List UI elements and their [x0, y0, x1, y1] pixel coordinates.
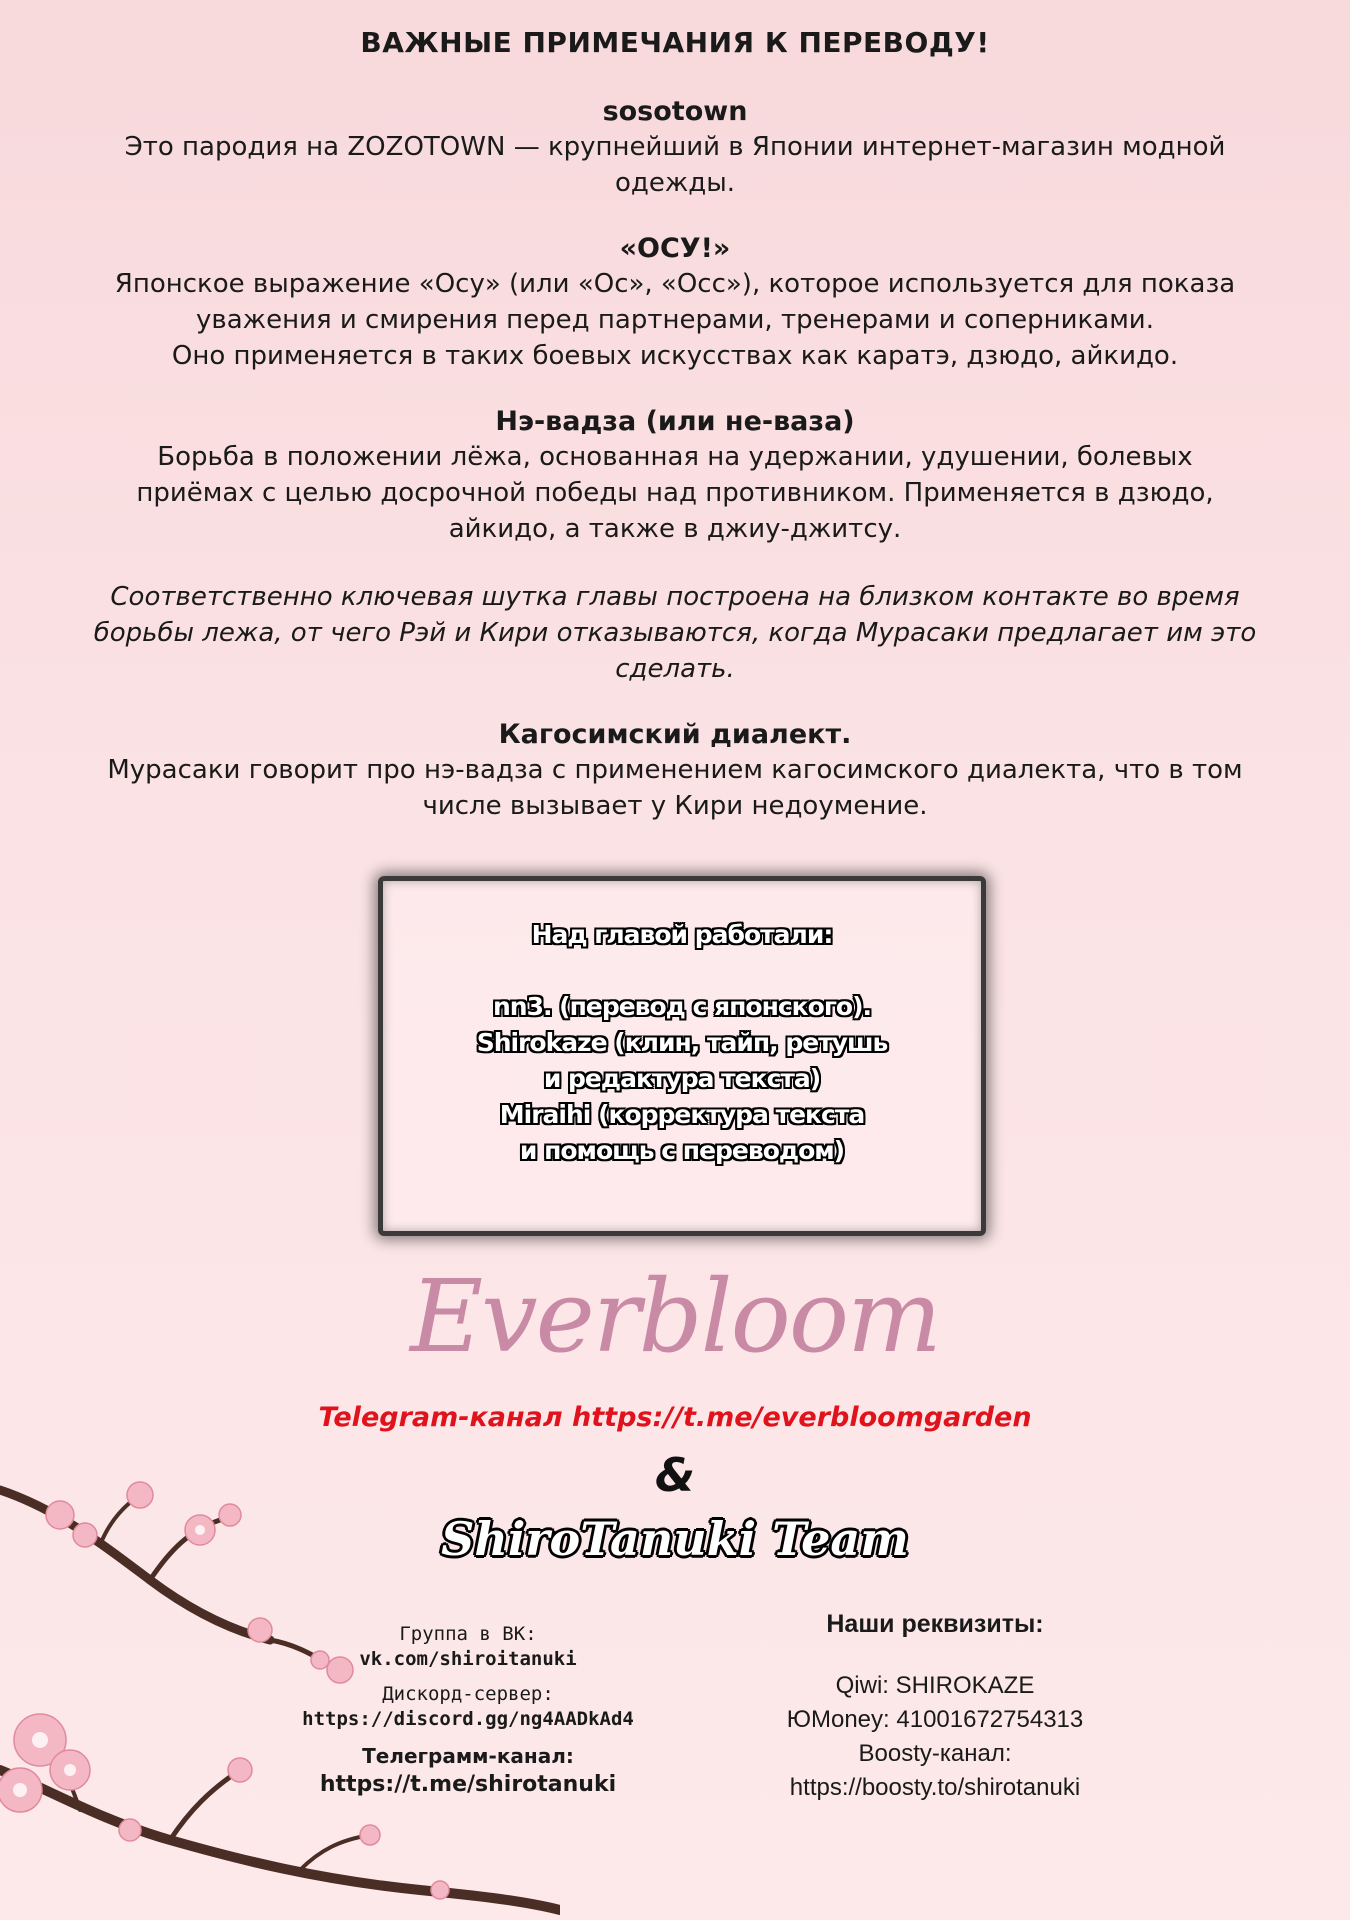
boosty-link[interactable]: https://boosty.to/shirotanuki [789, 1774, 1081, 1801]
credits-heading: Над главой работали: [531, 920, 833, 949]
vk-label: Группа в ВК: [399, 1623, 537, 1645]
note-heading: Нэ-вадза (или не-ваза) [495, 406, 855, 437]
requisite-line: ЮMoney: 41001672754313 [786, 1706, 1084, 1733]
credits-line: nn3. (перевод с японского). [492, 992, 871, 1021]
note-section [0, 406, 1350, 547]
note-section [0, 233, 1350, 374]
telegram-link[interactable]: https://t.me/shirotanuki [319, 1772, 617, 1797]
note-text-line: Борьба в положении лёжа, основанная на удержании, удушении, болевых [157, 442, 1193, 472]
everbloom-telegram-link[interactable]: Telegram-канал https://t.me/everbloomgarden [318, 1402, 1032, 1433]
page-title: ВАЖНЫЕ ПРИМЕЧАНИЯ К ПЕРЕВОДУ! [360, 26, 990, 59]
credits-line: Shirokaze (клин, тайп, ретушь [476, 1028, 888, 1057]
telegram-label: Телеграмм-канал: [362, 1744, 574, 1768]
team-name-logo: ShiroTanuki Team [441, 1512, 909, 1566]
note-heading: «ОСУ!» [619, 233, 731, 264]
requisite-line: Qiwi: SHIROKAZE [835, 1672, 1035, 1699]
note-text-line: борьбы лежа, от чего Рэй и Кири отказываются, когда Мурасаки предлагает им это [93, 618, 1257, 648]
translation-notes [0, 96, 1350, 856]
note-text-line: Японское выражение «Осу» (или «Ос», «Осс»), которое используется для показа [114, 269, 1236, 299]
note-text-line: Мурасаки говорит про нэ-вадза с применением кагосимского диалекта, что в том [107, 755, 1243, 785]
note-text-line: айкидо, а также в джиу-джитсу. [448, 514, 902, 544]
note-section [0, 579, 1350, 687]
contacts-column [268, 1622, 668, 1800]
note-text-line: Соответственно ключевая шутка главы построена на близком контакте во время [110, 582, 1240, 612]
credits-line: и редактура текста) [543, 1064, 821, 1093]
note-text-line: приёмах с целью досрочной победы над противником. Применяется в дзюдо, [136, 478, 1214, 508]
credits-line: и помощь с переводом) [519, 1136, 845, 1165]
note-heading: Кагосимский диалект. [498, 719, 852, 750]
note-text-line: Оно применяется в таких боевых искусствах как каратэ, дзюдо, айкидо. [171, 341, 1179, 371]
note-text-line: уважения и смирения перед партнерами, тренерами и соперниками. [196, 305, 1154, 335]
credits-box [378, 876, 986, 1236]
ampersand: & [654, 1448, 696, 1502]
requisite-line: Boosty-канал: [858, 1740, 1012, 1767]
note-text-line: Это пародия на ZOZOTOWN — крупнейший в Японии интернет-магазин модной [124, 132, 1226, 162]
note-section [0, 96, 1350, 201]
credits-line: Miraihi (корректура текста [499, 1100, 865, 1129]
discord-label: Дискорд-сервер: [382, 1683, 554, 1705]
note-text-line: числе вызывает у Кири недоумение. [422, 791, 928, 821]
requisites-column [760, 1610, 1110, 1805]
vk-link[interactable]: vk.com/shiroitanuki [359, 1648, 577, 1670]
everbloom-logo: Everbloom [410, 1258, 940, 1375]
note-text-line: одежды. [614, 168, 736, 198]
requisites-heading: Наши реквизиты: [826, 1610, 1044, 1638]
note-heading: sosotown [602, 96, 748, 127]
note-section [0, 719, 1350, 824]
discord-link[interactable]: https://discord.gg/ng4AADkAd4 [302, 1708, 634, 1730]
note-text-line: сделать. [615, 654, 735, 684]
